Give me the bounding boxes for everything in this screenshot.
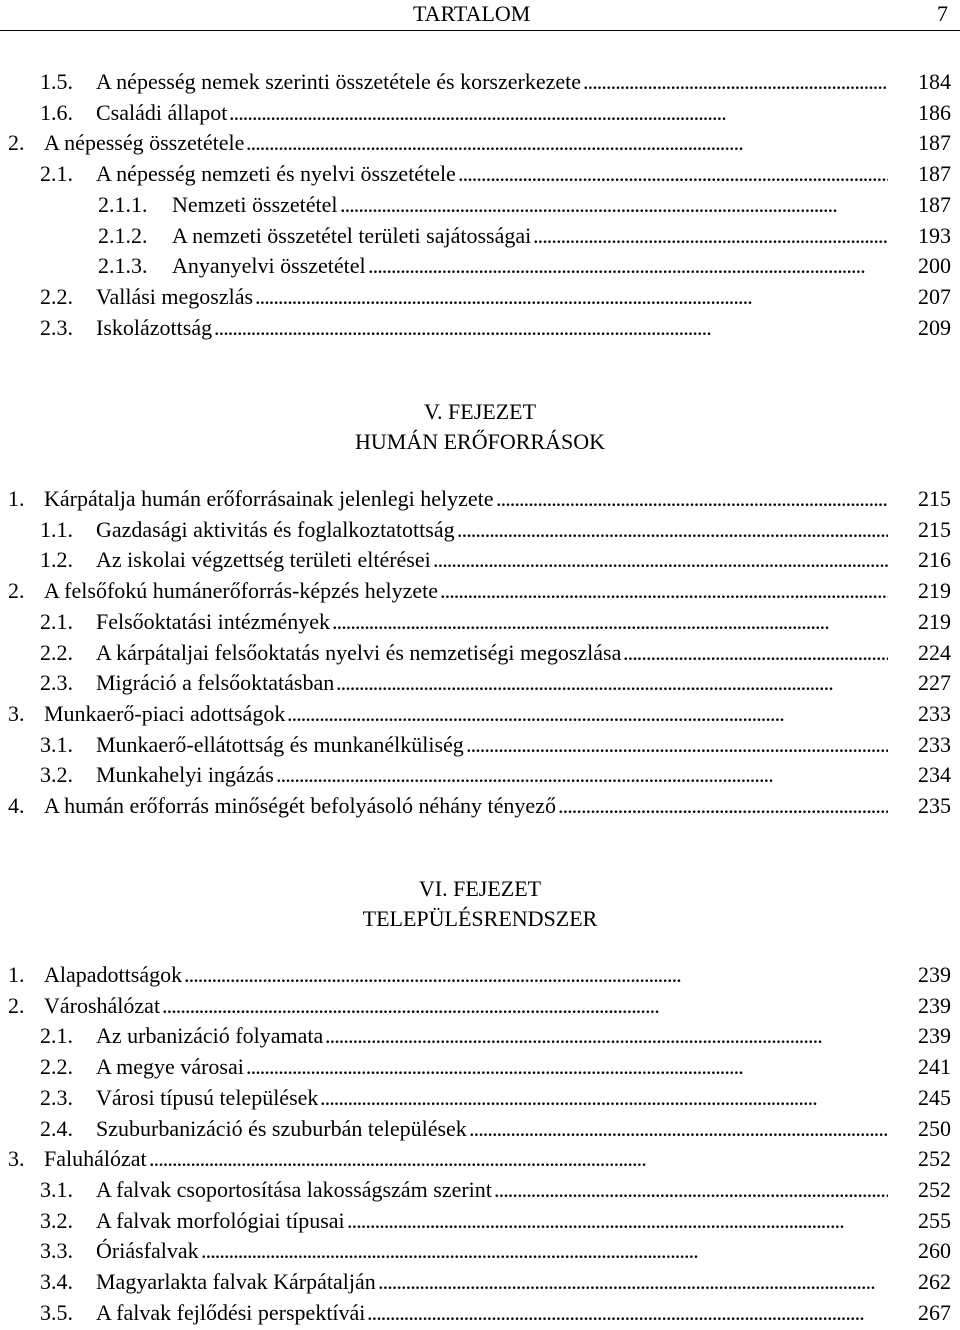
toc-entry-title: Anyanyelvi összetétel <box>172 253 366 278</box>
dot-leader <box>255 281 888 312</box>
toc-entry-number: 3.2. <box>40 762 73 787</box>
toc-entry-title: Alapadottságok <box>44 962 183 987</box>
toc-entry-number: 3.4. <box>40 1269 73 1294</box>
toc-entry-title: Magyarlakta falvak Kárpátalján <box>96 1269 376 1294</box>
toc-entry-number: 3.1. <box>40 732 73 757</box>
toc-entry-title: Munkahelyi ingázás <box>96 762 274 787</box>
toc-entry-number: 2.1. <box>40 609 73 634</box>
toc-entry[interactable] <box>0 667 960 698</box>
toc-entry-title: A népesség összetétele <box>44 130 245 155</box>
dot-leader <box>287 698 888 729</box>
toc-entry-page: 241 <box>918 1054 951 1079</box>
toc-entry-title: A kárpátaljai felsőoktatás nyelvi és nemzetiségi megoszlása <box>96 640 622 665</box>
dot-leader <box>457 514 888 545</box>
toc-entry[interactable] <box>0 990 960 1021</box>
toc-entry[interactable] <box>0 1051 960 1082</box>
dot-leader <box>368 250 888 281</box>
toc-entry-page: 260 <box>918 1238 951 1263</box>
toc-entry-number: 2.2. <box>40 1054 73 1079</box>
toc-entry[interactable] <box>0 220 960 251</box>
toc-entry-title: Városi típusú települések <box>96 1085 319 1110</box>
dot-leader <box>496 483 888 514</box>
toc-entry[interactable] <box>0 483 960 514</box>
toc-entry-number: 2.3. <box>40 315 73 340</box>
toc-entry-page: 227 <box>918 670 951 695</box>
dot-leader <box>246 1051 888 1082</box>
toc-entry-page: 219 <box>918 609 951 634</box>
toc-entry[interactable] <box>0 790 960 821</box>
dot-leader <box>533 220 888 251</box>
toc-entry[interactable] <box>0 544 960 575</box>
dot-leader <box>466 729 888 760</box>
toc-entry-number: 3.1. <box>40 1177 73 1202</box>
toc-entry-number: 1. <box>8 962 25 987</box>
toc-entry-page: 219 <box>918 578 951 603</box>
dot-leader <box>320 1082 888 1113</box>
toc-entry-page: 186 <box>918 100 951 125</box>
toc-entry-page: 200 <box>918 253 951 278</box>
toc-entry-title: Felsőoktatási intézmények <box>96 609 330 634</box>
toc-entry-title: Városhálózat <box>44 993 161 1018</box>
toc-entry[interactable] <box>0 127 960 158</box>
toc-entry-title: Óriásfalvak <box>96 1238 199 1263</box>
dot-leader <box>378 1266 888 1297</box>
toc-entry-page: 187 <box>918 161 951 186</box>
toc-entry-title: A humán erőforrás minőségét befolyásoló néhány tényező <box>44 793 556 818</box>
toc-entry-page: 250 <box>918 1116 951 1141</box>
toc-entry[interactable] <box>0 66 960 97</box>
toc-entry-title: Szuburbanizáció és szuburbán települések <box>96 1116 467 1141</box>
toc-entry[interactable] <box>0 97 960 128</box>
dot-leader <box>214 312 888 343</box>
dot-leader <box>367 1297 888 1328</box>
toc-entry[interactable] <box>0 759 960 790</box>
dot-leader <box>201 1235 888 1266</box>
toc-entry-title: A felsőfokú humánerőforrás-képzés helyzete <box>44 578 439 603</box>
dot-leader <box>149 1143 888 1174</box>
dot-leader <box>347 1205 888 1236</box>
toc-entry[interactable] <box>0 1113 960 1144</box>
toc-entry[interactable] <box>0 959 960 990</box>
toc-entry-number: 2.3. <box>40 1085 73 1110</box>
toc-entry-title: Kárpátalja humán erőforrásainak jelenlegi helyzete <box>44 486 494 511</box>
dot-leader <box>494 1174 888 1205</box>
toc-entry[interactable] <box>0 250 960 281</box>
chapter-title: TELEPÜLÉSRENDSZER <box>362 906 598 931</box>
toc-entry-number: 3.5. <box>40 1300 73 1325</box>
toc-entry-title: Nemzeti összetétel <box>172 192 338 217</box>
toc-entry-page: 267 <box>918 1300 951 1325</box>
toc-entry-number: 3. <box>8 1146 25 1171</box>
toc-entry-title: A falvak morfológiai típusai <box>96 1208 345 1233</box>
toc-entry-number: 2. <box>8 130 25 155</box>
toc-entry-title: A népesség nemek szerinti összetétele és korszerkezete <box>96 69 582 94</box>
toc-entry-number: 1.5. <box>40 69 73 94</box>
dot-leader <box>458 158 888 189</box>
toc-entry[interactable] <box>0 1266 960 1297</box>
toc-entry[interactable] <box>0 1143 960 1174</box>
page-header <box>0 0 960 32</box>
toc-entry-title: A nemzeti összetétel területi sajátosságai <box>172 223 532 248</box>
toc-entry-title: Az iskolai végzettség területi eltérései <box>96 547 431 572</box>
toc-entry[interactable] <box>0 575 960 606</box>
toc-entry-number: 2.1.3. <box>98 253 148 278</box>
toc-entry-page: 239 <box>918 1023 951 1048</box>
toc-entry-title: Iskolázottság <box>96 315 213 340</box>
dot-leader <box>336 667 888 698</box>
toc-entry[interactable] <box>0 637 960 668</box>
chapter-number: V. FEJEZET <box>423 399 537 424</box>
header-rule <box>0 30 960 31</box>
toc-entry-page: 215 <box>918 517 951 542</box>
toc-entry-page: 187 <box>918 192 951 217</box>
toc-entry-page: 245 <box>918 1085 951 1110</box>
dot-leader <box>246 127 888 158</box>
dot-leader <box>623 637 888 668</box>
toc-entry-title: A népesség nemzeti és nyelvi összetétele <box>96 161 456 186</box>
toc-entry-number: 2.2. <box>40 640 73 665</box>
toc-entry[interactable] <box>0 1020 960 1051</box>
toc-entry[interactable] <box>0 1082 960 1113</box>
toc-entry-page: 234 <box>918 762 951 787</box>
toc-entry-page: 255 <box>918 1208 951 1233</box>
toc-entry-number: 2. <box>8 993 25 1018</box>
toc-entry[interactable] <box>0 606 960 637</box>
toc-entry-title: Munkaerő-piaci adottságok <box>44 701 286 726</box>
toc-entry-number: 3.2. <box>40 1208 73 1233</box>
toc-entry-number: 1.1. <box>40 517 73 542</box>
toc-entry-page: 224 <box>918 640 951 665</box>
toc-entry-number: 2.3. <box>40 670 73 695</box>
toc-entry-title: Gazdasági aktivitás és foglalkoztatottság <box>96 517 455 542</box>
dot-leader <box>469 1113 888 1144</box>
toc-entry-number: 4. <box>8 793 25 818</box>
toc-entry[interactable] <box>0 312 960 343</box>
toc-entry-number: 3.3. <box>40 1238 73 1263</box>
toc-entry-page: 187 <box>918 130 951 155</box>
dot-leader <box>433 544 888 575</box>
dot-leader <box>558 790 888 821</box>
toc-entry-title: Faluhálózat <box>44 1146 147 1171</box>
toc-entry-title: Családi állapot <box>96 100 228 125</box>
dot-leader <box>440 575 888 606</box>
toc-entry-number: 1. <box>8 486 25 511</box>
toc-entry[interactable] <box>0 281 960 312</box>
dot-leader <box>162 990 888 1021</box>
toc-entry-page: 209 <box>918 315 951 340</box>
toc-entry-title: Vallási megoszlás <box>96 284 254 309</box>
toc-entry-number: 2.1. <box>40 161 73 186</box>
toc-entry-page: 252 <box>918 1177 951 1202</box>
chapter-title: HUMÁN ERŐFORRÁSOK <box>355 429 605 454</box>
toc-entry-title: Migráció a felsőoktatásban <box>96 670 335 695</box>
toc-entry-page: 233 <box>918 732 951 757</box>
toc-entry-page: 215 <box>918 486 951 511</box>
toc-entry[interactable] <box>0 1297 960 1328</box>
toc-entry-page: 235 <box>918 793 951 818</box>
toc-entry-page: 239 <box>918 962 951 987</box>
toc-entry-title: Munkaerő-ellátottság és munkanélküliség <box>96 732 464 757</box>
toc-entry-number: 1.2. <box>40 547 73 572</box>
toc-entry-number: 2. <box>8 578 25 603</box>
toc-entry-page: 184 <box>918 69 951 94</box>
toc-entry-number: 2.4. <box>40 1116 73 1141</box>
toc-entry-page: 233 <box>918 701 951 726</box>
toc-entry-number: 2.1.1. <box>98 192 148 217</box>
dot-leader <box>325 1020 888 1051</box>
dot-leader <box>583 66 888 97</box>
dot-leader <box>340 189 888 220</box>
toc-entry[interactable] <box>0 1205 960 1236</box>
toc-entry-number: 2.2. <box>40 284 73 309</box>
toc-entry-number: 2.1.2. <box>98 223 148 248</box>
toc-entry-title: A megye városai <box>96 1054 244 1079</box>
toc-entry[interactable] <box>0 1174 960 1205</box>
toc-entry[interactable] <box>0 514 960 545</box>
dot-leader <box>332 606 888 637</box>
toc-entry-title: Az urbanizáció folyamata <box>96 1023 324 1048</box>
toc-entry-page: 207 <box>918 284 951 309</box>
toc-entry-page: 239 <box>918 993 951 1018</box>
toc-entry-number: 1.6. <box>40 100 73 125</box>
toc-entry-number: 2.1. <box>40 1023 73 1048</box>
toc-entry-page: 262 <box>918 1269 951 1294</box>
toc-entry[interactable] <box>0 189 960 220</box>
dot-leader <box>184 959 888 990</box>
toc-entry-title: A falvak csoportosítása lakosságszám szerint <box>96 1177 492 1202</box>
dot-leader <box>276 759 888 790</box>
page-number: 7 <box>937 1 948 26</box>
toc-entry[interactable] <box>0 698 960 729</box>
toc-entry-page: 252 <box>918 1146 951 1171</box>
running-title: TARTALOM <box>413 1 531 26</box>
toc-entry-title: A falvak fejlődési perspektívái <box>96 1300 366 1325</box>
toc-entry[interactable] <box>0 729 960 760</box>
chapter-number: VI. FEJEZET <box>418 876 542 901</box>
toc-entry[interactable] <box>0 1235 960 1266</box>
dot-leader <box>229 97 888 128</box>
toc-entry-page: 193 <box>918 223 951 248</box>
toc-entry-number: 3. <box>8 701 25 726</box>
toc-entry-page: 216 <box>918 547 951 572</box>
toc-entry[interactable] <box>0 158 960 189</box>
